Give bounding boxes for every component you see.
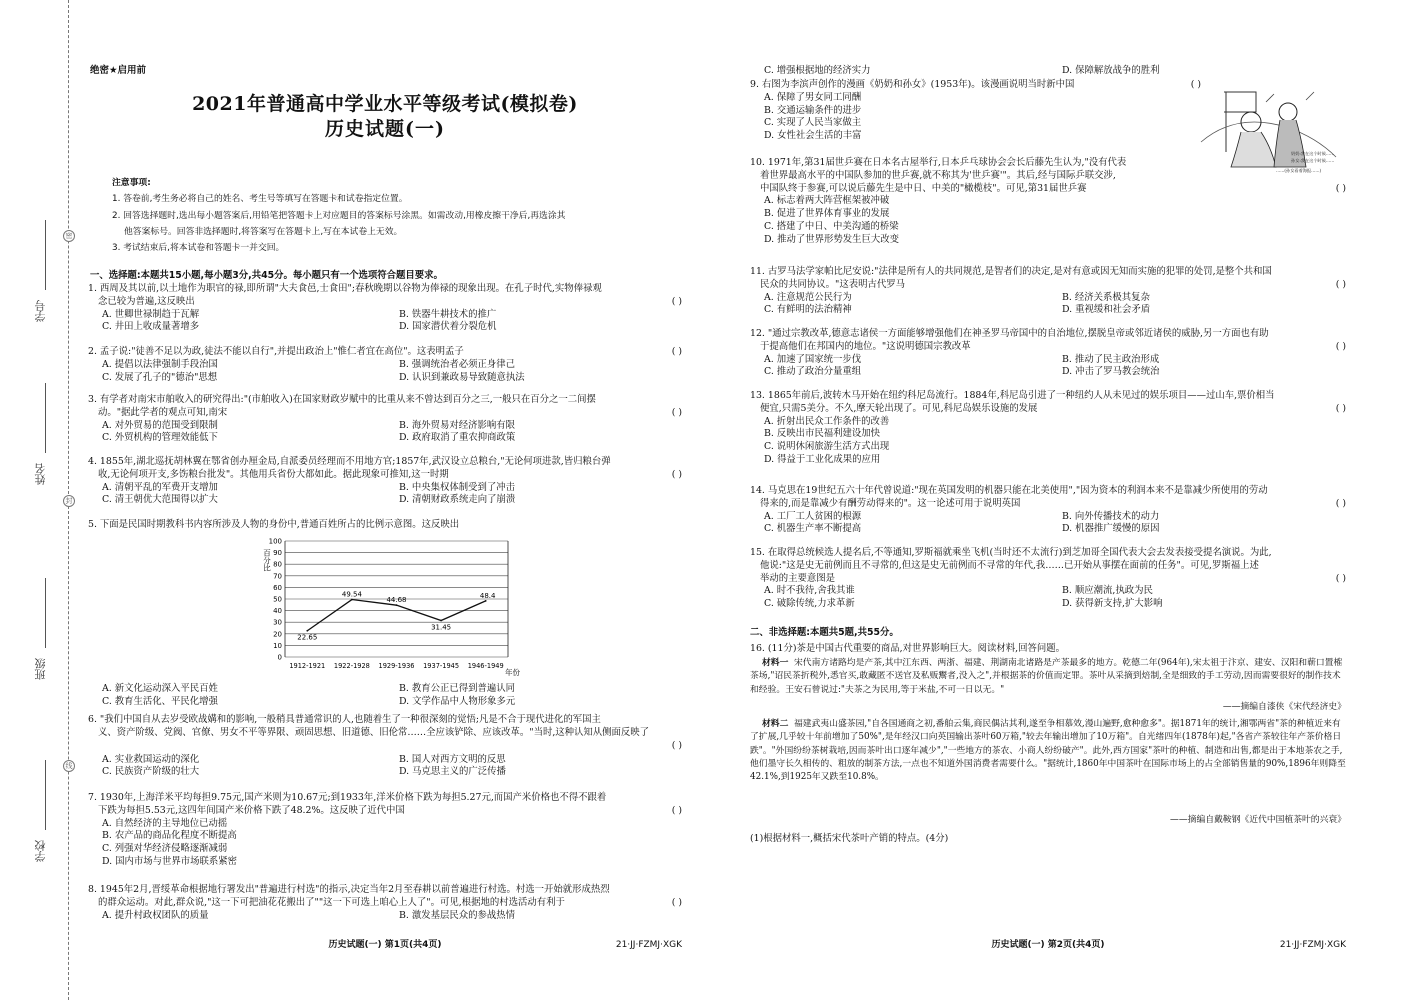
question-stem: 收,无论何项开支,多饬粮台批发"。其他用兵省份大都如此。据此现象可推知,这一时期	[98, 468, 449, 480]
page-number: 历史试题(一) 第1页(共4页)	[328, 940, 442, 950]
option-a[interactable]: A. 折射出民众工作条件的改善	[764, 415, 890, 427]
student-id-label: 学号	[34, 300, 47, 322]
option-a[interactable]: A. 提升村政权团队的质量	[102, 909, 209, 921]
question-stem: 民众的共同协议。"这表明古代罗马	[760, 278, 905, 290]
option-c[interactable]: C. 搭建了中日、中美沟通的桥梁	[764, 220, 899, 232]
question-stem: 义、资产阶级、党阀、官僚、男女不平等界限、顽固思想、旧道德、旧伦常……全应该铲除、应该改革。"当时,这种认知从侧面反映了	[98, 726, 650, 738]
option-c[interactable]: C. 教育生活化、平民化增强	[102, 695, 218, 707]
fill-line	[45, 220, 46, 290]
binding-strip	[0, 0, 88, 1000]
y-tick-label: 80	[273, 560, 282, 569]
option-d[interactable]: D. 重视缓和社会矛盾	[1062, 304, 1151, 316]
option-d[interactable]: D. 推动了世界形势发生巨大改变	[764, 233, 900, 245]
note-item: 1. 答卷前,考生务必将自己的姓名、考生号等填写在答题卡和试卷指定位置。	[112, 194, 408, 205]
question-stem: 念已较为普遍,这反映出	[98, 295, 195, 307]
option-c[interactable]: C. 井田上收成量著增多	[102, 321, 200, 333]
y-tick-label: 40	[273, 607, 282, 616]
seal-mark: 密	[63, 230, 75, 242]
x-tick-label: 1922-1928	[333, 662, 370, 670]
data-label: 31.45	[431, 623, 452, 632]
note-item: 2. 回答选择题时,选出每小题答案后,用铅笔把答题卡上对应题目的答案标号涂黑。如需改动,用橡皮擦干净后,再选涂其	[112, 210, 566, 221]
question-stem: 8. 1945年2月,晋绥革命根据地行署发出"普遍进行村选"的指示,决定当年2月至春耕以前普遍进行村选。村选一开始就形成热烈	[88, 884, 610, 895]
option-b[interactable]: B. 强调统治者必须正身律己	[399, 358, 515, 370]
data-label: 49.54	[341, 590, 362, 599]
section-1-title: 一、选择题:本题共15小题,每小题3分,共45分。每小题只有一个选项符合题目要求。	[90, 270, 443, 281]
option-a[interactable]: A. 提倡以法律强制手段治国	[102, 358, 218, 370]
q16-stem: 16. (11分)茶是中国古代重要的商品,对世界影响巨大。阅读材料,回答问题。	[750, 643, 1065, 654]
question-stem: 便宜,只需5美分。不久,摩天轮出现了。可见,科尼岛娱乐设施的发展	[760, 402, 1038, 414]
option-c[interactable]: C. 民族资产阶级的壮大	[102, 766, 200, 778]
data-point	[351, 599, 353, 601]
exam-code: 21·JJ·FZMJ·XGK	[1279, 940, 1346, 950]
answer-bracket[interactable]: ( )	[1335, 498, 1346, 509]
option-b[interactable]: B. 铁器牛耕技术的推广	[399, 308, 497, 320]
question-stem: 9. 右图为李滨声创作的漫画《奶奶和孙女》(1953年)。该漫画说明当时新中国	[750, 79, 1075, 90]
section-2-title: 二、非选择题:本题共5题,共55分。	[750, 627, 899, 638]
data-label: 44.68	[386, 596, 407, 605]
question-12	[750, 328, 1346, 379]
school-field[interactable]	[34, 840, 54, 862]
y-tick-label: 20	[273, 630, 282, 639]
option-c[interactable]: C. 发展了孔子的"德治"思想	[102, 371, 218, 383]
notes-block	[112, 175, 682, 256]
question-2	[88, 346, 682, 384]
option-c[interactable]: C. 推动了政治分量重组	[764, 366, 862, 378]
question-13	[750, 390, 1346, 467]
class-label: 班级	[34, 658, 47, 680]
option-b[interactable]: B. 推动了民主政治形成	[1062, 353, 1160, 365]
data-label: 22.65	[297, 633, 318, 642]
exam-title: 2021年普通高中学业水平等级考试(模拟卷)	[192, 93, 578, 115]
option-b[interactable]: B. 顺应潮流,执政为民	[1062, 585, 1153, 597]
question-9	[750, 79, 1201, 143]
school-label: 学校	[34, 840, 47, 862]
option-c[interactable]: C. 机器生产率不断提高	[764, 523, 862, 535]
question-5-options	[88, 683, 682, 709]
material-2	[750, 718, 1346, 785]
question-5	[88, 519, 682, 532]
question-stem: 得来的,而是靠减少有酬劳动得来的"。这一论述可用于说明英国	[760, 497, 1021, 509]
answer-bracket[interactable]: ( )	[671, 805, 682, 816]
option-d[interactable]: D. 清朝财政系统走向了崩溃	[399, 494, 516, 506]
option-a[interactable]: A. 加速了国家统一步伐	[764, 353, 862, 365]
material-1	[750, 657, 1346, 697]
name-label: 姓名	[34, 463, 47, 485]
fill-line	[45, 578, 46, 648]
exam-subtitle: 历史试题(一)	[325, 118, 445, 140]
option-b[interactable]: B. 反映出市民福利建设加快	[764, 428, 880, 440]
option-c[interactable]: C. 有鲜明的法治精神	[764, 304, 852, 316]
page-number: 历史试题(一) 第2页(共4页)	[991, 940, 1105, 950]
data-point	[440, 620, 442, 622]
question-stem: 下跌为每担5.53元,这四年间国产米价格下跌了48.2%。这反映了近代中国	[98, 804, 405, 816]
notes-title: 注意事项:	[112, 178, 151, 188]
question-4	[88, 456, 682, 507]
note-item: 他答案标号。回答非选择题时,将答案写在答题卡上,写在本试卷上无效。	[124, 226, 403, 237]
seal-mark: 封	[63, 495, 75, 507]
option-c[interactable]: C. 增强根据地的经济实力	[764, 65, 871, 76]
question-7	[88, 792, 682, 869]
caption-line: 孙女:我在这个时候……	[1291, 158, 1335, 163]
question-stem: 7. 1930年,上海洋米平均每担9.75元,国产米则为10.67元;到1933年,洋米价格下跌为每担5.27元,而国产米价格也不得不跟着	[88, 792, 607, 803]
option-d[interactable]: D. 保障解放战争的胜利	[1062, 65, 1160, 76]
question-stem: 14. 马克思在19世纪五六十年代曾说道:"现在英国发明的机器只能在北美使用","因为资本的利润本来不是靠减少所使用的劳动	[750, 485, 1268, 496]
class-field[interactable]	[34, 658, 54, 680]
question-10	[750, 157, 1346, 246]
option-c[interactable]: C. 说明休闲旅游生活方式出现	[764, 441, 890, 453]
option-c[interactable]: C. 清王朝优大范围得以扩大	[102, 494, 218, 506]
question-stem: 举动的主要意图是	[760, 572, 836, 584]
material-1-text: 宋代南方诸路均是产茶,其中江东西、两浙、福建、荆湖南北诸路是产茶最多的地方。乾德二年(964年),宋太祖于汴京、建安、汉阳和蕲口置榷茶场,"诏民茶折税外,悉官买,敢藏匿不送官及私贩鬻者,没入之",并根据茶的价值而定罪。茶叶从采摘到焙制,全是细致的手工劳动,因而需要很好的制作技术和经验。王安石曾说过:"夫茶之为民用,等于米盐,不可一日以无。"	[750, 658, 1343, 695]
question-stem: 着世界最高水平的中国队参加的世乒赛,就不称其为'世乒赛'"。其后,经与国际乒联交涉,	[760, 169, 1116, 181]
question-stem: 13. 1865年前后,波转木马开始在纽约科尼岛流行。1884年,科尼岛引进了一种纽约人从未见过的娱乐项目——过山车,票价相当	[750, 390, 1275, 401]
option-b[interactable]: B. 中央集权体制受到了冲击	[399, 481, 515, 493]
question-stem: 的群众运动。对此,群众说,"这一下可把油花花搬出了""这一下可选上咱心上人了"。可见,根据地的村选活动有利于	[98, 896, 565, 908]
option-d[interactable]: D. 机器推广缓慢的原因	[1062, 523, 1160, 535]
question-stem: 12. "通过宗教改革,德意志诸侯一方面能够增强他们在神圣罗马帝国中的自治地位,摆脱皇帝或邻近诸侯的威胁,另一方面也有助	[750, 328, 1269, 339]
question-stem: 1. 西周及其以前,以土地作为职官的禄,即所谓"大夫食邑,士食田";春秋晚期以谷物为俸禄的现象出现。在孔子时代,实物俸禄观	[88, 283, 602, 294]
option-d[interactable]: D. 得益于工业化成果的应用	[764, 453, 881, 465]
answer-bracket[interactable]: ( )	[1335, 183, 1346, 194]
student-id-field[interactable]	[34, 300, 54, 322]
question-stem: 11. 古罗马法学家帕比尼安说:"法律是所有人的共同规范,是智者们的决定,是对有意或因无知而实施的犯罪的处罚,是整个共和国	[750, 266, 1272, 277]
option-b[interactable]: B. 农产品的商品化程度不断提高	[102, 830, 237, 842]
option-b[interactable]: B. 激发基层民众的参战热情	[399, 909, 515, 921]
option-a[interactable]: A. 保障了男女同工同酬	[764, 91, 862, 103]
x-tick-label: 1937-1945	[423, 662, 460, 670]
option-d[interactable]: D. 认识到兼政易导致随意执法	[399, 371, 525, 383]
q16-subquestion-1: (1)根据材料一,概括宋代茶叶产销的特点。(4分)	[750, 833, 949, 844]
option-b[interactable]: B. 经济关系极其复杂	[1062, 291, 1150, 303]
option-c[interactable]: C. 列强对华经济侵略逐渐减弱	[102, 843, 228, 855]
question-stem: 于提高他们在邦国内的地位。"这说明德国宗教改革	[760, 340, 971, 352]
exam-code: 21·JJ·FZMJ·XGK	[615, 940, 682, 950]
y-tick-label: 70	[273, 572, 282, 581]
option-d[interactable]: D. 冲击了罗马教会统治	[1062, 366, 1160, 378]
option-b[interactable]: B. 海外贸易对经济影响有限	[399, 419, 515, 431]
question-stem: 2. 孟子说:"徒善不足以为政,徒法不能以自行",并提出政治上"惟仁者宜在高位"。这表明孟子	[88, 346, 464, 357]
option-b[interactable]: B. 促进了世界体育事业的发展	[764, 208, 890, 220]
note-item: 3. 考试结束后,将本试卷和答题卡一并交回。	[112, 243, 285, 254]
question-15	[750, 547, 1346, 611]
option-d[interactable]: D. 文学作品中人物形象多元	[399, 695, 516, 707]
y-tick-label: 90	[273, 549, 282, 558]
answer-bracket[interactable]: ( )	[1335, 403, 1346, 414]
option-c[interactable]: C. 外贸机构的管理效能低下	[102, 432, 218, 444]
option-b[interactable]: B. 教育公正已得到普遍认同	[399, 683, 515, 694]
answer-bracket[interactable]: ( )	[671, 739, 682, 751]
y-axis-label: 百分比	[263, 549, 272, 572]
option-a[interactable]: A. 标志着两大阵营框架被冲破	[764, 195, 890, 207]
question-stem: 中国队终于参赛,可以说后藤先生是中日、中美的"橄榄枝"。可见,第31届世乒赛	[760, 182, 1087, 194]
question-3	[88, 394, 682, 445]
answer-bracket[interactable]: ( )	[1335, 573, 1346, 584]
y-tick-label: 100	[268, 537, 282, 546]
x-tick-label: 1912-1921	[289, 662, 326, 670]
seal-mark: 线	[63, 760, 75, 772]
option-d[interactable]: D. 获得新支持,扩大影响	[1062, 598, 1163, 610]
option-d[interactable]: D. 政府取消了重农抑商政策	[399, 432, 516, 444]
answer-bracket[interactable]: ( )	[1335, 341, 1346, 352]
option-c[interactable]: C. 实现了人民当家做主	[764, 117, 862, 129]
option-a[interactable]: A. 时不我待,舍我其谁	[764, 585, 855, 597]
source-2: ——摘编自戴鞍钢《近代中国植茶叶的兴衰》	[1170, 815, 1346, 825]
data-point	[306, 630, 308, 632]
option-a[interactable]: A. 对外贸易的范围受到限制	[102, 419, 218, 431]
y-tick-label: 10	[273, 641, 282, 650]
material-2-label: 材料二	[762, 719, 789, 729]
y-tick-label: 60	[273, 583, 282, 592]
answer-bracket[interactable]: ( )	[671, 469, 682, 480]
option-d[interactable]: D. 马克思主义的广泛传播	[399, 766, 506, 778]
option-a[interactable]: A. 清朝平乱的军费开支增加	[102, 481, 218, 493]
y-tick-label: 50	[273, 595, 282, 604]
answer-bracket[interactable]: ( )	[1335, 279, 1346, 290]
secret-mark: 绝密★启用前	[90, 65, 147, 76]
question-11	[750, 266, 1346, 317]
question-stem: 他说:"这是史无前例而且不寻常的,但这是史无前例而不寻常的年代,我……已开始从事摆在面前的任务"。可见,罗斯福上述	[760, 559, 1259, 571]
x-tick-label: 1946-1949	[467, 662, 504, 670]
option-c[interactable]: C. 破除传统,力求革新	[764, 598, 855, 610]
x-tick-label: 1929-1936	[378, 662, 415, 670]
caption-line: 奶奶:我在这个时候……	[1291, 151, 1335, 156]
data-point	[396, 604, 398, 606]
page-2	[750, 0, 1346, 1000]
question-stem: 15. 在取得总统候选人提名后,不等通知,罗斯福就乘坐飞机(当时还不太流行)到芝加哥全国代表大会去发表接受提名演说。为此,	[750, 547, 1272, 558]
material-1-label: 材料一	[762, 658, 789, 668]
caption-line: ……(孙女看着海报……)	[1276, 168, 1322, 173]
source-1: ——摘编自漆侠《宋代经济史》	[1222, 702, 1346, 712]
option-a[interactable]: A. 自然经济的主导地位已动摇	[102, 817, 228, 829]
option-a[interactable]: A. 注意规范公民行为	[764, 291, 852, 303]
option-a[interactable]: A. 工厂工人贫困的根源	[764, 510, 862, 522]
question-8-cont	[750, 65, 1346, 78]
answer-bracket[interactable]: ( )	[671, 296, 682, 307]
y-tick-label: 0	[277, 653, 282, 662]
answer-bracket[interactable]: ( )	[671, 346, 682, 357]
option-a[interactable]: A. 实业救国运动的深化	[102, 753, 200, 765]
question-stem: 4. 1855年,湖北巡抚胡林翼在鄂省创办厘金局,自派委员经理而不用地方官;1857年,武汉设立总粮台,"无论何项进款,皆归粮台弹	[88, 456, 611, 467]
option-a[interactable]: A. 新文化运动深入平民百姓	[102, 683, 218, 694]
name-field[interactable]	[34, 463, 54, 485]
page-1	[88, 0, 682, 1000]
answer-bracket[interactable]: ( )	[671, 407, 682, 418]
question-stem: 3. 有学者对南宋市舶收入的研究得出:"(市舶收入)在国家财政岁赋中的比重从来不曾达到百分之三,一般只在百分之一二间摆	[88, 394, 596, 405]
answer-bracket[interactable]: ( )	[671, 897, 682, 908]
line-chart	[263, 535, 523, 683]
question-stem: 动。"据此学者的观点可知,南宋	[98, 406, 228, 418]
y-tick-label: 30	[273, 618, 282, 627]
question-stem: 5. 下面是民国时期教科书内容所涉及人物的身份中,普通百姓所占的比例示意图。这反映出	[88, 519, 460, 530]
material-2-text: 福建武夷山盛茶园,"自各国通商之初,番舶云集,商民偶沾其利,遂至争相慕效,漫山遍野,愈种愈多"。据1871年的统计,湘鄂两省"茶的种植近来有了扩展,几乎较十年前增加了50%",是年经汉口向英国输出茶叶60万箱,"较去年输出增加了10万箱"。自光绪四年(1878年)起,"各省产茶较往年产茶价格日跌"。"外国纷纷茶树栽培,因而茶叶出口逐年减少","一些地方的茶农、小商人纷纷破产"。此外,西方国家"茶叶的种植、制造和出售,都是出于本地茶农之手,他们墨守长久相传的、粗放的制茶方法,一点也不知道外国消费者需要什么。"据统计,1860年中国茶叶在国际市场上的占全部销售量的90%,1896年则降至42.1%,到1925年又跌至10.8%。	[750, 719, 1346, 783]
question-stem: 6. "我们中国自从去岁受欧战媾和的影响,一般稍具普通常识的人,也随着生了一种很深刻的觉悟;凡是不合于现代进化的军国主	[88, 714, 601, 725]
question-8	[88, 884, 682, 922]
fill-line	[45, 383, 46, 453]
option-d[interactable]: D. 女性社会生活的丰富	[764, 130, 862, 142]
option-d[interactable]: D. 国内市场与世界市场联系紧密	[102, 855, 238, 867]
option-b[interactable]: B. 国人对西方文明的反思	[399, 753, 506, 765]
option-b[interactable]: B. 向外传播技术的动力	[1062, 510, 1160, 522]
x-axis-label: 年份	[505, 668, 520, 677]
answer-bracket[interactable]: ( )	[1190, 79, 1201, 90]
question-stem: 10. 1971年,第31届世乒赛在日本名古屋举行,日本乒乓球协会会长后藤先生认为,"没有代表	[750, 157, 1127, 168]
option-b[interactable]: B. 交通运输条件的进步	[764, 104, 862, 116]
question-6	[88, 714, 682, 779]
fill-line	[45, 760, 46, 830]
option-d[interactable]: D. 国家潜伏着分裂危机	[399, 321, 497, 333]
question-14	[750, 485, 1346, 536]
data-label: 48.4	[479, 591, 496, 600]
series-line	[307, 600, 485, 631]
option-a[interactable]: A. 世卿世禄制趋于瓦解	[102, 308, 200, 320]
data-point	[485, 600, 487, 602]
question-1	[88, 283, 682, 334]
